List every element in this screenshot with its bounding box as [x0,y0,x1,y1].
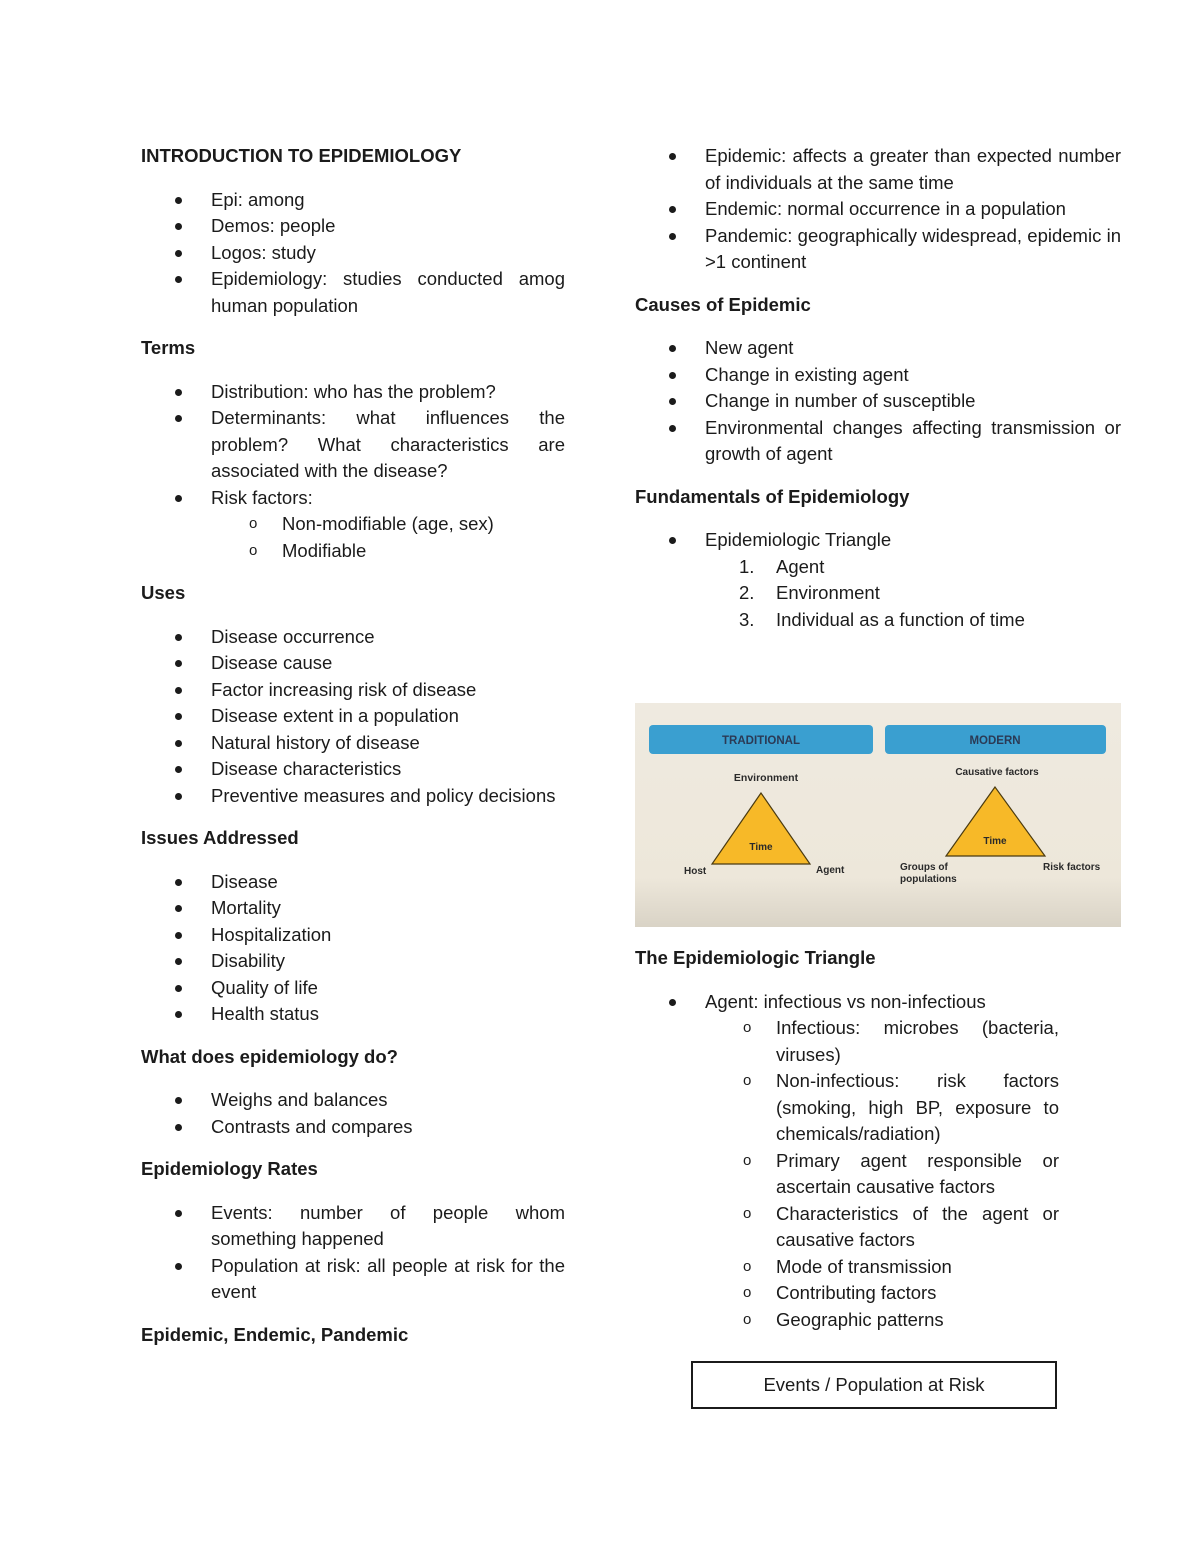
list-item: Weighs and balances [141,1087,565,1114]
list-item: Population at risk: all people at risk for the event [141,1253,565,1306]
trad-time-label: Time [749,842,773,853]
sub-list-item: o Geographic patterns [635,1307,1059,1334]
list-item: Change in number of susceptible [635,388,1121,415]
list-item: New agent [635,335,1121,362]
numbered-item [635,554,1121,581]
list-item: Hospitalization [141,922,565,949]
item-text: Agent [776,555,825,577]
list-item: Pandemic: geographically widespread, epidemic in >1 continent [635,223,1121,276]
sub-list-item: o Non-infectious: risk factors (smoking, high BP, exposure to chemicals/radiation) [635,1068,1059,1148]
mod-time-label: Time [983,836,1007,847]
list-item: Epidemiology: studies conducted amog human population [141,266,565,319]
right-column [635,143,1121,633]
item-number: 2. [739,582,755,603]
sub-list-item: o Mode of transmission [635,1254,1059,1281]
list-item: Contrasts and compares [141,1114,565,1141]
list-item: Preventive measures and policy decisions [141,783,565,810]
right-column-lower [635,945,1059,1333]
traditional-triangle [712,793,810,864]
sub-list-item: o Infectious: microbes (bacteria, viruses) [635,1015,1059,1068]
intro-list [141,187,565,320]
epidemiologic-triangle-figure [635,703,1121,927]
triangle-figure-svg [635,703,1121,927]
fundamentals-list [635,527,1121,633]
trad-host-label: Host [684,866,707,877]
list-item: Quality of life [141,975,565,1002]
document-title: INTRODUCTION TO EPIDEMIOLOGY [141,145,462,166]
list-item: Disease characteristics [141,756,565,783]
list-item: Factor increasing risk of disease [141,677,565,704]
list-item: Demos: people [141,213,565,240]
section-heading-causes: Causes of Epidemic [635,293,811,315]
list-item [141,485,565,565]
agent-label: Agent: infectious vs non-infectious [705,990,986,1012]
fundamentals-item-label: Epidemiologic Triangle [705,529,892,550]
numbered-item [635,607,1121,634]
section-heading-what-does: What does epidemiology do? [141,1045,398,1067]
sub-list-item: o Modifiable [141,538,565,565]
rate-formula-box: Events / Population at Risk [691,1361,1057,1409]
list-item: Environmental changes affecting transmission or growth of agent [635,415,1121,468]
sub-list-item: o Characteristics of the agent or causative factors [635,1201,1059,1254]
list-item: Mortality [141,895,565,922]
item-number: 3. [739,608,755,630]
section-heading-epidemic: Epidemic, Endemic, Pandemic [141,1323,409,1345]
section-heading-uses: Uses [141,582,186,603]
causes-list [635,335,1121,468]
numbered-item [635,580,1121,607]
list-item: Disease occurrence [141,624,565,651]
list-item: Health status [141,1001,565,1028]
what-does-list [141,1087,565,1140]
item-text: Individual as a function of time [776,608,1025,630]
list-item: Logos: study [141,240,565,267]
mod-causative-label: Causative factors [955,767,1039,778]
item-text: Environment [776,582,880,603]
section-heading-fundamentals: Fundamentals of Epidemiology [635,485,910,507]
section-heading-triangle: The Epidemiologic Triangle [635,947,876,968]
list-item: Disease extent in a population [141,703,565,730]
agent-sublist [705,1015,1059,1333]
sub-list-item: o Contributing factors [635,1280,1059,1307]
mod-risk-label: Risk factors [1043,862,1101,873]
epidemic-types-list [635,143,1121,276]
list-item: Epidemic: affects a greater than expected number of individuals at the same time [635,143,1121,196]
rates-list [141,1200,565,1306]
sub-list-item: o Primary agent responsible or ascertain causative factors [635,1148,1059,1201]
trad-environment-label: Environment [733,772,799,784]
risk-factors-label: Risk factors: [211,486,313,508]
list-item: Disability [141,948,565,975]
risk-factors-sublist [211,511,565,564]
section-heading-issues: Issues Addressed [141,827,299,848]
uses-list [141,624,565,810]
sub-list-item: o Non-modifiable (age, sex) [141,511,565,538]
modern-label: MODERN [969,735,1021,747]
list-item: Disease cause [141,650,565,677]
list-item: Disease [141,869,565,896]
list-item: Natural history of disease [141,730,565,757]
issues-list [141,869,565,1028]
trad-agent-label: Agent [816,865,845,876]
mod-populations-label: populations [900,874,957,885]
fundamentals-numbered-list [705,554,1121,634]
list-item: Distribution: who has the problem? [141,379,565,406]
section-heading-rates: Epidemiology Rates [141,1158,318,1179]
list-item: Change in existing agent [635,362,1121,389]
list-item [635,989,1059,1334]
list-item: Endemic: normal occurrence in a population [635,196,1121,223]
terms-list [141,379,565,565]
list-item: Epi: among [141,187,565,214]
traditional-label: TRADITIONAL [722,735,800,747]
left-column [141,143,565,1365]
list-item: Events: number of people whom something happened [141,1200,565,1253]
section-heading-terms: Terms [141,337,196,358]
mod-groups-label: Groups of [900,862,948,873]
triangle-list [635,989,1059,1334]
list-item: Determinants: what influences the problem? What characteristics are associated with the disease? [141,405,565,485]
item-number: 1. [739,555,755,577]
list-item [635,527,1121,633]
